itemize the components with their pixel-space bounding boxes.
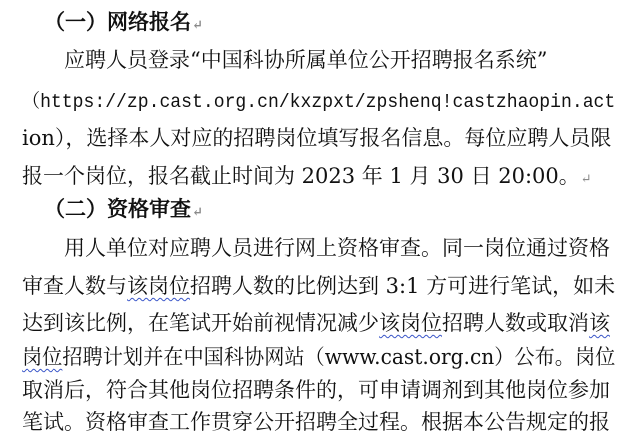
paragraph-mark-icon: ↵ (192, 18, 203, 33)
text-run: ion），选择本人对应的招聘岗位填写报名信息。每位应聘人员限 (22, 126, 612, 150)
heading-text: （二）资格审查 (44, 196, 191, 221)
text-run: 招聘人数或取消 (442, 311, 589, 335)
paragraph-line (22, 341, 615, 373)
text-run: 用人单位对应聘人员进行网上资格审查。同一岗位通过资格 (64, 236, 610, 260)
paragraph-line (22, 270, 615, 302)
paragraph-line (64, 44, 547, 76)
paragraph-line (64, 232, 610, 264)
section-heading-online-registration (44, 6, 203, 38)
paragraph-mark-icon: ↵ (580, 172, 592, 187)
paragraph-line (22, 84, 615, 116)
paragraph-line (22, 406, 610, 438)
text-run: 笔试。资格审查工作贯穿公开招聘全过程。根据本公告规定的报 (22, 410, 610, 434)
text-run: 招聘计划并在中国科协网站（www.cast.org.cn）公布。岗位 (62, 345, 616, 369)
paragraph-line (22, 307, 610, 339)
paragraph-line (22, 122, 611, 154)
text-run: 达到该比例，在笔试开始前视情况减少 (22, 311, 379, 335)
grammar-flagged-text: 岗位 (22, 345, 63, 369)
paragraph-line (22, 374, 610, 406)
grammar-flagged-text: 该 (589, 311, 610, 335)
paragraph-line (22, 160, 592, 192)
text-run: 取消后，符合其他岗位招聘条件的，可申请调剂到其他岗位参加 (22, 378, 610, 402)
heading-text: （一）网络报名 (44, 9, 191, 34)
section-heading-qualification-review (44, 193, 203, 225)
text-run: 招聘人数的比例达到 3:1 方可进行笔试，如未 (190, 274, 616, 298)
text-run: 报一个岗位，报名截止时间为 2023 年 1 月 30 日 20:00。 (22, 164, 580, 188)
paragraph-mark-icon: ↵ (192, 205, 203, 220)
grammar-flagged-text: 该岗位 (127, 274, 190, 298)
text-run: 应聘人员登录“中国科协所属单位公开招聘报名系统” (64, 48, 548, 72)
text-run: 审查人数与 (22, 274, 127, 298)
url-text: （https://zp.cast.org.cn/kxzpxt/zpshenq!castzhaopin.act (22, 91, 616, 113)
grammar-flagged-text: 该岗位 (379, 311, 442, 335)
